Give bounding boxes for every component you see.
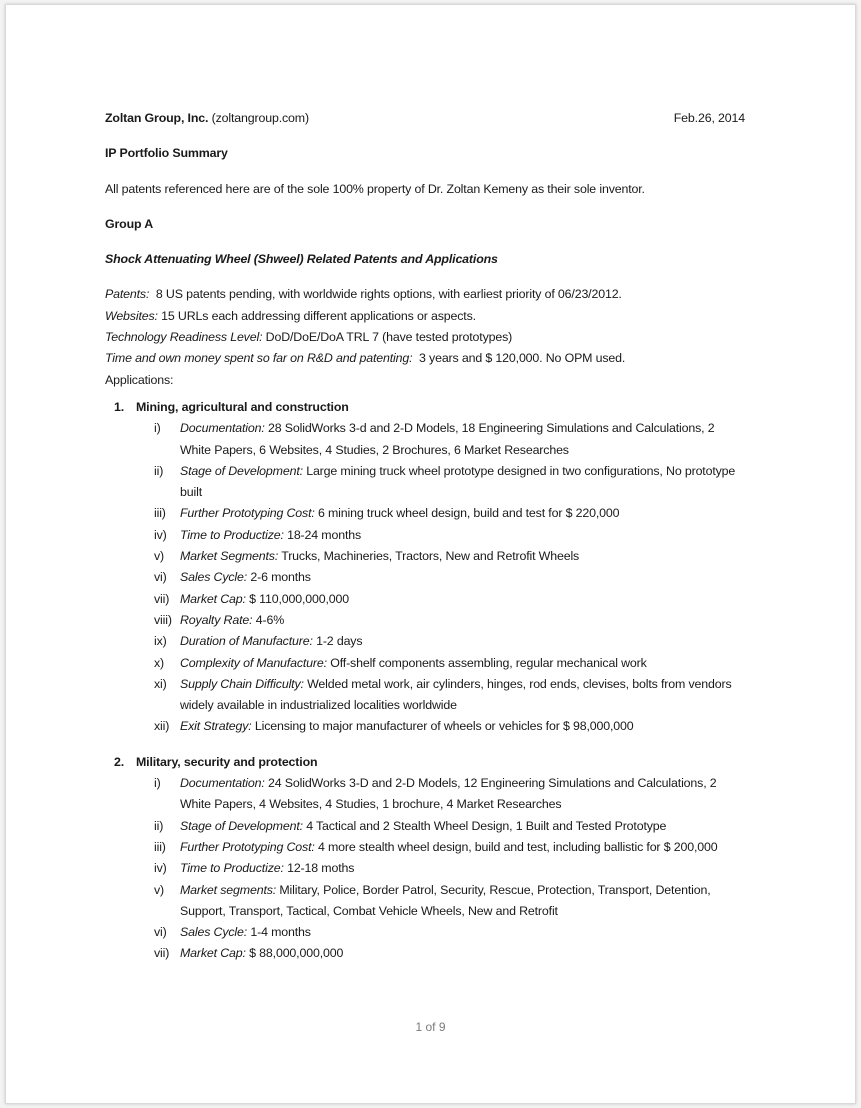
item-label: Stage of Development: — [180, 818, 303, 833]
fact-line — [105, 348, 745, 369]
item-value: 2-6 months — [250, 570, 311, 585]
list-item — [154, 610, 745, 631]
item-number: i) — [154, 421, 161, 436]
section-2 — [105, 752, 745, 965]
item-label: Market Cap: — [180, 591, 246, 606]
item-value: Licensing to major manufacturer of wheels or vehicles for $ 98,000,000 — [254, 719, 634, 734]
item-number: v) — [154, 882, 165, 897]
section-1 — [105, 397, 745, 738]
item-number: iii) — [154, 506, 166, 521]
list-item — [154, 880, 745, 923]
item-number: vi) — [154, 570, 167, 585]
list-item — [154, 858, 745, 879]
list-item — [154, 674, 745, 717]
item-label: Further Prototyping Cost: — [180, 506, 315, 521]
item-value: $ 88,000,000,000 — [249, 946, 344, 961]
applications-label: Applications: — [105, 372, 174, 387]
section-items — [105, 418, 745, 737]
section-heading — [114, 752, 745, 773]
section-number: 2. — [114, 754, 125, 769]
item-value: Trucks, Machineries, Tractors, New and Retrofit Wheels — [281, 549, 580, 564]
item-label: Duration of Manufacture: — [180, 634, 313, 649]
item-value: 6 mining truck wheel design, build and test for $ 220,000 — [317, 506, 620, 521]
fact-value: 8 US patents pending, with worldwide rights options, with earliest priority of 06/23/2012. — [155, 287, 622, 302]
company-website: (zoltangroup.com) — [211, 111, 309, 125]
item-value: 18-24 months — [287, 527, 362, 542]
fact-value: 15 URLs each addressing different applications or aspects. — [161, 308, 476, 323]
item-value: 24 SolidWorks 3-D and 2-D Models, 12 Engineering Simulations and Calculations, 2 White Papers, 4 Websites, 4 Studies, 1 brochure, 4 Market Researches — [180, 776, 717, 812]
item-value: 4 more stealth wheel design, build and test, including ballistic for $ 200,000 — [317, 839, 718, 854]
item-value: 28 SolidWorks 3-d and 2-D Models, 18 Engineering Simulations and Calculations, 2 White Papers, 6 Websites, 4 Studies, 2 Brochures, 6 Market Researches — [180, 421, 715, 457]
item-number: i) — [154, 776, 161, 791]
list-item — [154, 631, 745, 652]
fact-label: Websites: — [105, 308, 158, 323]
item-number: ii) — [154, 463, 164, 478]
item-number: iv) — [154, 861, 167, 876]
fact-value: DoD/DoE/DoA TRL 7 (have tested prototypes) — [265, 330, 513, 345]
item-label: Supply Chain Difficulty: — [180, 676, 304, 691]
intro-text: All patents referenced here are of the sole 100% property of Dr. Zoltan Kemeny as their sole inventor. — [105, 181, 645, 196]
item-number: vii) — [154, 946, 170, 961]
list-item — [154, 653, 745, 674]
item-label: Royalty Rate: — [180, 612, 253, 627]
item-number: x) — [154, 655, 165, 670]
section-heading — [114, 397, 745, 418]
company-name: Zoltan Group, Inc. — [105, 111, 209, 125]
item-number: xi) — [154, 676, 167, 691]
list-item — [154, 461, 745, 504]
item-value: Off-shelf components assembling, regular mechanical work — [330, 655, 647, 670]
fact-line — [105, 327, 745, 348]
list-item — [154, 837, 745, 858]
list-item — [154, 816, 745, 837]
item-label: Further Prototyping Cost: — [180, 839, 315, 854]
item-label: Sales Cycle: — [180, 925, 248, 940]
list-item — [154, 589, 745, 610]
fact-label: Technology Readiness Level: — [105, 330, 263, 345]
document-page — [5, 4, 856, 1104]
item-value: Welded metal work, air cylinders, hinges, rod ends, clevises, bolts from vendors widely available in industrialized localities worldwide — [180, 676, 732, 713]
group-heading: Group A — [105, 216, 154, 231]
item-number: v) — [154, 549, 165, 564]
fact-line — [105, 284, 745, 305]
item-value: $ 110,000,000,000 — [249, 591, 350, 606]
item-number: ii) — [154, 818, 164, 833]
item-number: ix) — [154, 634, 167, 649]
facts-list — [105, 284, 745, 390]
item-label: Time to Productize: — [180, 861, 284, 876]
list-item — [154, 567, 745, 588]
list-item — [154, 525, 745, 546]
item-label: Exit Strategy: — [180, 719, 252, 734]
list-item — [154, 503, 745, 524]
fact-label: Patents: — [105, 287, 150, 302]
item-number: viii) — [154, 612, 172, 627]
item-value: 12-18 moths — [287, 861, 355, 876]
item-value: 1-2 days — [316, 634, 363, 649]
section-title: Military, security and protection — [136, 754, 318, 769]
company-line — [105, 108, 309, 129]
fact-label: Time and own money spent so far on R&D and patenting: — [105, 351, 413, 366]
item-number: xii) — [154, 719, 170, 734]
item-value: 4-6% — [255, 612, 285, 627]
item-label: Documentation: — [180, 421, 265, 436]
item-number: vi) — [154, 925, 167, 940]
item-number: iv) — [154, 527, 167, 542]
list-item — [154, 418, 745, 461]
fact-line — [105, 306, 745, 327]
item-number: vii) — [154, 591, 170, 606]
section-number: 1. — [114, 399, 125, 414]
page-content — [105, 108, 745, 965]
section-subtitle: Shock Attenuating Wheel (Shweel) Related Patents and Applications — [105, 252, 498, 267]
header-row — [105, 108, 745, 129]
section-title: Mining, agricultural and construction — [136, 399, 349, 414]
page-number: 1 of 9 — [415, 1020, 446, 1034]
list-item — [154, 716, 745, 737]
item-label: Documentation: — [180, 776, 265, 791]
section-items — [105, 773, 745, 965]
document-date: Feb.26, 2014 — [673, 111, 745, 125]
item-value: Large mining truck wheel prototype designed in two configurations, No prototype built — [180, 463, 736, 500]
fact-value: 3 years and $ 120,000. No OPM used. — [419, 351, 626, 366]
item-value: Military, Police, Border Patrol, Security, Rescue, Protection, Transport, Detention, Support, Transport, Tactical, Combat Vehicle Wheels, New and Retrofit — [180, 882, 711, 918]
item-label: Complexity of Manufacture: — [180, 655, 327, 670]
list-item — [154, 922, 745, 943]
item-label: Market segments: — [180, 882, 277, 897]
item-label: Sales Cycle: — [180, 570, 248, 585]
item-label: Market Cap: — [180, 946, 246, 961]
item-label: Time to Productize: — [180, 527, 284, 542]
item-label: Stage of Development: — [180, 463, 303, 478]
item-number: iii) — [154, 839, 166, 854]
list-item — [154, 773, 745, 816]
document-title: IP Portfolio Summary — [105, 146, 228, 161]
item-label: Market Segments: — [180, 549, 279, 564]
item-value: 1-4 months — [250, 925, 311, 940]
list-item — [154, 943, 745, 964]
list-item — [154, 546, 745, 567]
item-value: 4 Tactical and 2 Stealth Wheel Design, 1 Built and Tested Prototype — [306, 818, 667, 833]
